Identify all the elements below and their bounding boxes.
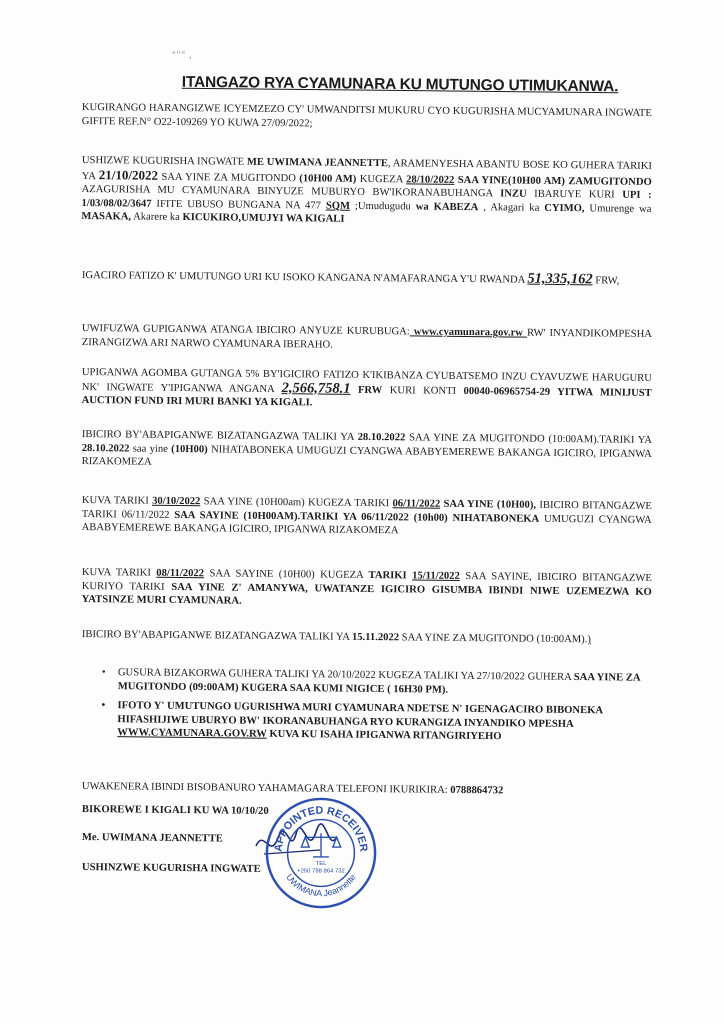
auction-website-link[interactable]: WWW.CYAMUNARA.GOV.RW <box>117 727 267 740</box>
paragraph-first-results: IBICIRO BY'ABAPIGANWE BIZATANGAZWA TALIKI YA 28.10.2022 SAA YINE ZA MUGITONDO (10:00AM).TARIKI YA 28.10.2022 saa yine (10H00) NIHATABONEKA UMUGUZI CYANGWA ABABYEMEREWE BAKANGA IGICIRO, IPIGANWA RIZAKOMEZA <box>81 428 652 468</box>
details-bullet-list <box>99 666 655 751</box>
scan-speck: """ , <box>172 50 193 60</box>
signatory-role: USHINZWE KUGURISHA INGWATE <box>81 862 261 875</box>
stamp-top-text: APPOINTED RECEIVER <box>272 804 370 853</box>
stamp-bottom-text: UWIMANA Jeannette <box>284 872 358 899</box>
paragraph-announcement: USHIZWE KUGURISHA INGWATE ME UWIMANA JEANNETTE, ARAMENYESHA ABANTU BOSE KO GUHERA TARIKI YA 21/10/2022 SAA YINE ZA MUGITONDO (10H00 AM) KUGEZA 28/10/2022 SAA YINE(10H00 AM) ZAMUGITONDO AZAGURISHA MU CYAMUNARA BINYUZE MUBURYO BW'IKORANABUHANGA INZU IBARUYE KURI UPI : 1/03/08/02/3647 IFITE UBUSO BUNGANA NA 477 SQM ;Umudugudu wa KABEZA , Akagari ka CYIMO, Umurenge wa MASAKA, Akarere ka KICUKIRO,UMUJYI WA KIGALI <box>81 154 652 225</box>
place-date: BIKOREWE I KIGALI KU WA 10/10/20 <box>81 804 269 817</box>
paragraph-deposit: UPIGANWA AGOMBA GUTANGA 5% BY'IGICIRO FATIZO K'IKIBANZA CYUBATSEMO INZU CYAVUZWE HARUGURU NK' INGWATE Y'IPIGANWA ANGANA 2,566,758.1 FRW KURI KONTI 00040-06965754-29 YITWA MINIJUST AUCTION FUND IRI MURI BANKI YA KIGALI. <box>81 366 652 409</box>
signatory-name: Me. UWIMANA JEANNETTE <box>81 832 223 845</box>
stamp-tel-number: +250 788 864 732 <box>297 868 345 875</box>
paragraph-second-round: KUVA TARIKI 30/10/2022 SAA YINE (10H00am) KUGEZA TARIKI 06/11/2022 SAA YINE (10H00), IBICIRO BITANGAZWE TARIKI 06/11/2022 SAA SAYINE (10H00AM).TARIKI YA 06/11/2022 (10h00) NIHATABONEKA UMUGUZI CYANGWA ABABYEMEREWE BAKANGA IGICIRO, IPIGANWA RIZAKOMEZA <box>81 494 652 537</box>
auction-website-link[interactable]: www.cyamunara.gov.rw <box>409 326 528 339</box>
scales-icon <box>301 833 340 857</box>
paragraph-base-value: IGACIRO FATIZO K' UMUTUNGO URI KU ISOKO KANGANA N'AMAFARANGA Y'U RWANDA 51,335,162 FRW, <box>81 269 620 288</box>
official-stamp <box>262 794 380 912</box>
base-value-amount: 51,335,162 <box>527 270 593 288</box>
contact-phone: 0788864732 <box>450 784 504 797</box>
paragraph-reference: KUGIRANGO HARANGIZWE ICYEMZEZO CY' UMWANDITSI MUKURU CYO KUGURISHA MUCYAMUNARA INGWATE GIFITE REF.N° O22-109269 YO KUWA 27/09/2022; <box>81 101 652 129</box>
paragraph-third-round: KUVA TARIKI 08/11/2022 SAA SAYINE (10H00) KUGEZA TARIKI 15/11/2022 SAA SAYINE, IBICIRO BITANGAZWE KURIYO TARIKI SAA YINE Z' AMANYWA, UWATANZE IGICIRO GISUMBA IBINDI NIWE UZEMEZWA KO YATSINZE MURI CYAMUNARA. <box>81 566 652 607</box>
paragraph-final-results: IBICIRO BY'ABAPIGANWE BIZATANGAZWA TALIKI YA 15.11.2022 SAA YINE ZA MUGITONDO (10:00AM).) <box>81 628 591 646</box>
paragraph-bidding-site: UWIFUZWA GUPIGANWA ATANGA IBICIRO ANYUZE KURUBUGA: www.cyamunara.gov.rw RW' INYANDIKOMPESHA ZIRANGIZWA ARI NARWO CYAMUNARA IBERAHO. <box>81 322 652 351</box>
notice-title: ITANGAZO RYA CYAMUNARA KU MUTUNGO UTIMUKANWA. <box>181 73 619 96</box>
deposit-amount: 2,566,758.1 <box>281 379 351 397</box>
list-item: • GUSURA BIZAKORWA GUHERA TALIKI YA 20/10/2022 KUGEZA TALIKI YA 27/10/2022 GUHERA SAA YINE ZA MUGITONDO (09:00AM) KUGERA SAA KUMI NIGICE ( 16H30 PM). <box>100 666 655 699</box>
stamp-tel-label: TEL <box>315 860 327 867</box>
contact-line: UWAKENERA IBINDI BISOBANURO YAHAMAGARA TELEFONI IKURIKIRA: 0788864732 <box>81 780 504 797</box>
list-item: • IFOTO Y' UMUTUNGO UGURISHWA MURI CYAMUNARA NDETSE N' IGENAGACIRO BIBONEKA HIFASHIJIWE UBURYO BW' IKORANABUHANGA RYO KURANGIZA INYANDIKO MPESHA WWW.CYAMUNARA.GOV.RW KUVA KU ISAHA IPIGANWA RITANGIRIYEHO <box>99 699 654 745</box>
